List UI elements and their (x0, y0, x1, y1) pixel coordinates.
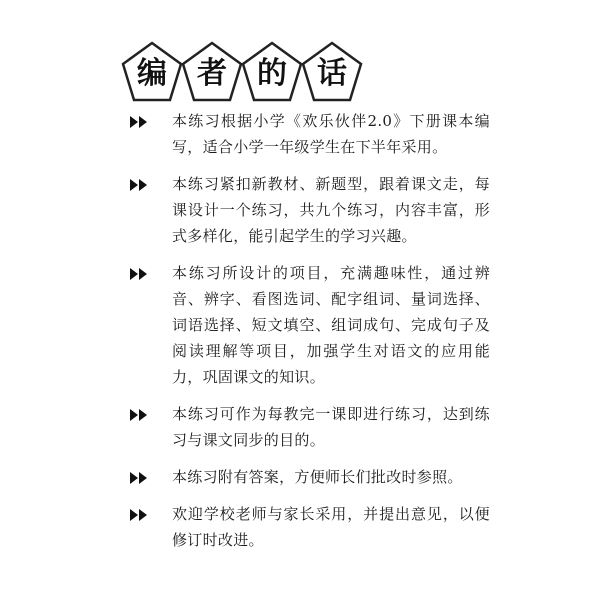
list-item-text: 本练习根据小学《欢乐伙伴2.0》下册课本编写，适合小学一年级学生在下半年采用。 (172, 112, 490, 156)
double-arrow-bullet-icon (130, 409, 148, 421)
list-item-text: 本练习可作为每教完一课即进行练习，达到练习与课文同步的目的。 (172, 405, 490, 449)
double-arrow-bullet-icon (130, 116, 148, 128)
double-arrow-bullet-icon (130, 179, 148, 191)
list-item (150, 171, 490, 249)
title-tile (300, 40, 364, 104)
list-item (150, 401, 490, 453)
title-char: 编 (137, 56, 167, 91)
page-title (120, 40, 360, 104)
list-item (150, 464, 490, 490)
title-char: 者 (197, 56, 227, 91)
double-arrow-bullet-icon (130, 268, 148, 280)
preface-list (150, 108, 490, 564)
title-tile (120, 40, 184, 104)
list-item (150, 108, 490, 160)
list-item-text: 本练习附有答案，方便师长们批改时参照。 (172, 468, 463, 486)
list-item-text: 本练习紧扣新教材、新题型，跟着课文走，每课设计一个练习，共九个练习，内容丰富，形式多样化，能引起学生的学习兴趣。 (172, 175, 490, 245)
list-item (150, 501, 490, 553)
list-item-text: 欢迎学校老师与家长采用，并提出意见，以便修订时改进。 (172, 505, 490, 549)
title-tile (240, 40, 304, 104)
list-item (150, 260, 490, 390)
double-arrow-bullet-icon (130, 509, 148, 521)
title-char: 话 (317, 56, 347, 91)
double-arrow-bullet-icon (130, 472, 148, 484)
title-tile (180, 40, 244, 104)
title-char: 的 (257, 56, 287, 91)
list-item-text: 本练习所设计的项目，充满趣味性，通过辨音、辨字、看图选词、配字组词、量词选择、词语选择、短文填空、组词成句、完成句子及阅读理解等项目，加强学生对语文的应用能力，巩固课文的知识。 (172, 264, 490, 386)
